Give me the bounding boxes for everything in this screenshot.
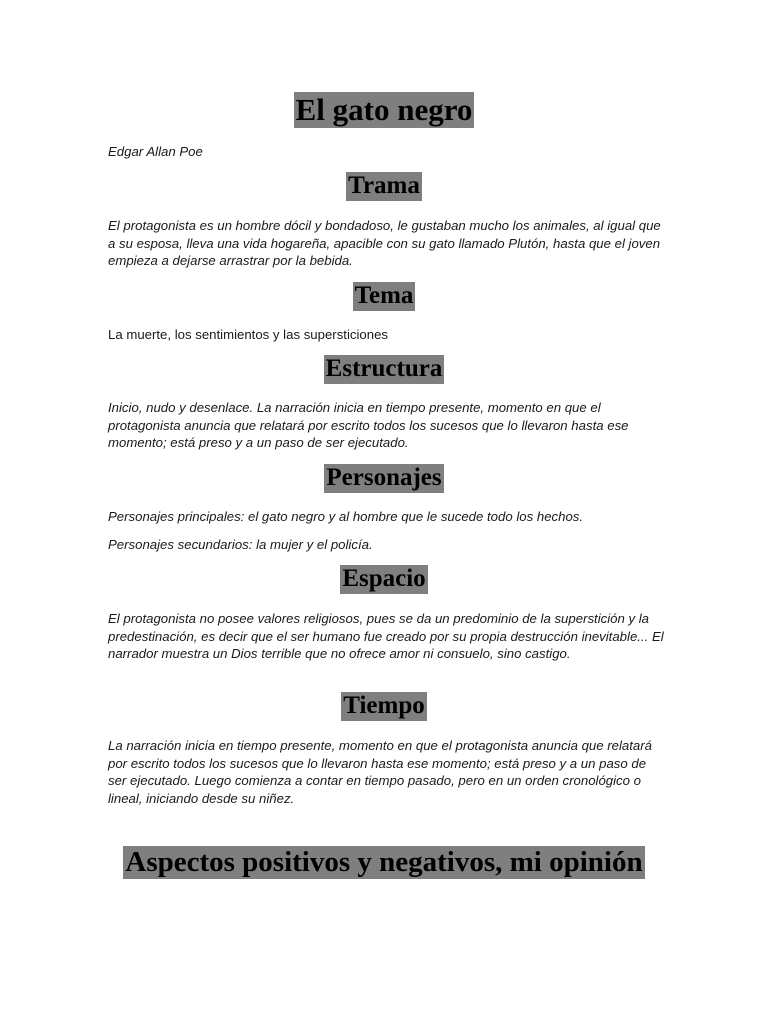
section-heading-espacio-wrap [0, 565, 768, 594]
closing-heading: Aspectos positivos y negativos, mi opinión [125, 846, 643, 878]
section-heading-trama: Trama [348, 172, 420, 199]
estructura-paragraph: Inicio, nudo y desenlace. La narración inicia en tiempo presente, momento en que el protagonista anuncia que relatará por escrito todos los sucesos que lo llevaron hasta ese momento; está preso y a un paso de ser ejecutado. [108, 400, 629, 451]
section-heading-espacio: Espacio [342, 565, 426, 592]
section-heading-trama-wrap [0, 172, 768, 201]
tema-paragraph: La muerte, los sentimientos y las supersticiones [108, 327, 388, 342]
author-line: Edgar Allan Poe [108, 144, 203, 159]
personajes-secundarios-paragraph: Personajes secundarios: la mujer y el policía. [108, 537, 373, 552]
section-heading-estructura-wrap [0, 355, 768, 384]
section-heading-tema-wrap [0, 282, 768, 311]
section-heading-tiempo-wrap [0, 692, 768, 721]
tiempo-paragraph: La narración inicia en tiempo presente, momento en que el protagonista anuncia que relatará por escrito todos los sucesos que lo llevaron hasta ese momento; está preso y a un paso de ser ejecutado. Luego comienza a contar en tiempo pasado, pero en un orden cronológico o lineal, iniciando desde su niñez. [108, 738, 652, 806]
trama-paragraph: El protagonista es un hombre dócil y bondadoso, le gustaban mucho los animales, al igual que a su esposa, lleva una vida hogareña, apacible con su gato llamado Plutón, hasta que el joven empieza a dejarse arrastrar por la bebida. [108, 218, 661, 269]
espacio-paragraph: El protagonista no posee valores religiosos, pues se da un predominio de la superstición y la predestinación, es decir que el ser humano fue creado por su propia destrucción inevitable... El narrador muestra un Dios terrible que no ofrece amor ni consuelo, sino castigo. [108, 611, 664, 662]
personajes-principales-paragraph: Personajes principales: el gato negro y al hombre que le sucede todo los hechos. [108, 509, 584, 524]
section-heading-personajes-wrap [0, 464, 768, 493]
document-title: El gato negro [295, 92, 473, 127]
section-heading-personajes: Personajes [326, 464, 442, 491]
title-wrap [0, 92, 768, 128]
closing-heading-wrap [0, 846, 768, 879]
section-heading-estructura: Estructura [325, 355, 443, 382]
section-heading-tema: Tema [354, 282, 414, 309]
section-heading-tiempo: Tiempo [343, 692, 425, 719]
